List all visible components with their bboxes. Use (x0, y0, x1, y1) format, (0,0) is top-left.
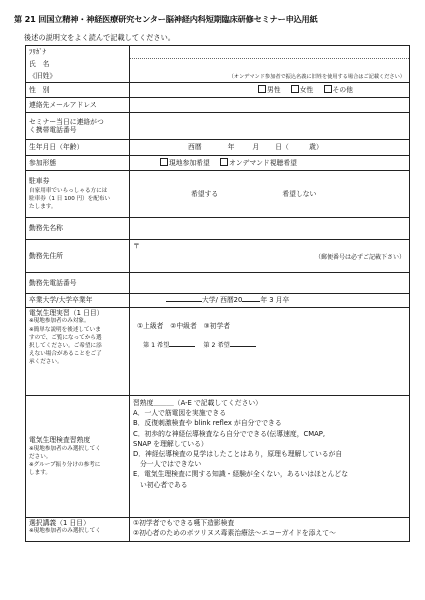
practice-note-6: 承ください。 (29, 359, 63, 366)
emg-note-2: ださい。 (29, 454, 52, 461)
first-choice-blank[interactable] (169, 346, 195, 347)
emg-proficiency-row (26, 396, 410, 518)
practice-note-3: すので、ご覧になってから選 (29, 334, 102, 341)
parking-description-3: たします。 (29, 203, 57, 210)
practice-note-4: 択してください。ご希望に添 (29, 342, 102, 349)
parking-not-want-option[interactable]: 希望しない (282, 189, 317, 198)
birthdate-field[interactable]: 西暦 年 月 日（ 歳） (130, 140, 410, 156)
address-label: 勤務先住所 (29, 251, 63, 260)
lecture-note: ※現地参加者のみ選択してく (29, 528, 101, 535)
checkbox-icon[interactable] (160, 158, 168, 166)
parking-row (26, 171, 410, 218)
emg-note-4: します。 (29, 470, 51, 477)
checkbox-icon[interactable] (220, 158, 228, 166)
postal-mark: 〒 (133, 242, 140, 250)
gender-option-male[interactable]: 男性 (258, 86, 281, 94)
gender-option-other[interactable]: その他 (324, 86, 353, 94)
maiden-name-label: 《旧姓》 (29, 72, 57, 80)
practice-row (26, 308, 410, 396)
university-blank[interactable] (166, 301, 202, 302)
furigana-field[interactable] (130, 46, 410, 59)
second-choice-blank[interactable] (230, 346, 256, 347)
furigana-row (26, 46, 410, 59)
maiden-name-note: （オンデマンド参加者で振込名義に旧姓を使用する場合はご記載ください） (228, 73, 405, 80)
workplace-field[interactable] (130, 218, 410, 240)
form-instruction: 後述の説明文をよく読んで記載してください。 (24, 33, 175, 42)
lecture-option-1[interactable]: ①初学者でもできる嚥下造影検査 (133, 519, 235, 527)
emg-proficiency-label: 電気生理検査習熟度 (29, 435, 91, 444)
parking-description-2: 駐車券（1 日 100 円）を配布い (29, 195, 111, 202)
mobile-phone-label-line-1: セミナー当日に連絡がつ (29, 117, 104, 126)
practice-note-5: えない場合があることをご了 (29, 350, 102, 357)
emg-proficiency-header[interactable]: 習熟度＿＿＿（A-E で記載してください） (133, 399, 262, 407)
practice-note-2: ※簡単な説明を後述していま (29, 326, 101, 333)
checkbox-icon[interactable] (258, 85, 266, 93)
name-row (26, 59, 410, 71)
gender-label: 性 別 (29, 85, 50, 94)
first-choice-label: 第 1 希望 (143, 342, 170, 350)
gender-option-female[interactable]: 女性 (291, 86, 314, 94)
mobile-phone-label-line-2: く携帯電話番号 (29, 126, 77, 134)
lecture-row (26, 518, 410, 542)
work-phone-row (26, 273, 410, 294)
emg-level-d-cont: 分一人ではできない (140, 460, 202, 469)
address-row (26, 240, 410, 273)
workplace-label: 勤務先名称 (29, 224, 63, 233)
emg-level-c: C．初歩的な神経伝導検査なら自分でできる(伝導速度，CMAP, (133, 429, 326, 438)
name-label: 氏 名 (29, 60, 50, 69)
participation-onsite-option[interactable]: 現地参加希望 (160, 159, 210, 167)
gender-row (26, 83, 410, 98)
work-phone-field[interactable] (130, 273, 410, 294)
lecture-option-2[interactable]: ②初心者のためのボツリヌス毒素治療法～エコーガイドを添えて～ (133, 528, 336, 537)
practice-label: 電気生理実習（1 日目） (29, 309, 104, 317)
graduation-label: 卒業大学/大学卒業年 (29, 296, 93, 305)
birthdate-label: 生年月日（年齢） (29, 143, 84, 152)
participation-label: 参加形態 (29, 158, 57, 167)
form-title: 第 21 回国立精神・神経医療研究センター脳神経内科短期臨床研修セミナー申込用紙 (14, 14, 318, 24)
emg-level-d: D．神経伝導検査の見学はしたことはあり，原理も理解しているが自 (133, 449, 343, 458)
participation-row (26, 156, 410, 171)
emg-level-e-cont: い初心者である (140, 480, 188, 489)
address-field[interactable] (130, 240, 410, 273)
email-field[interactable] (130, 98, 410, 113)
second-choice-label: 第 2 希望 (203, 342, 230, 350)
furigana-label: ﾌﾘｶﾞﾅ (29, 48, 46, 56)
maiden-name-row (26, 71, 410, 83)
emg-level-e: E．電気生理検査に関する知識・経験が全くない，あるいはほとんどな (133, 470, 348, 479)
lecture-label: 選択講義（1 日目） (29, 519, 90, 527)
graduation-year-blank[interactable] (242, 301, 260, 302)
emg-level-c-cont: SNAP を理解している） (133, 439, 208, 448)
workplace-row (26, 218, 410, 240)
graduation-row (26, 294, 410, 308)
checkbox-icon[interactable] (324, 85, 332, 93)
practice-levels: ①上級者 ②中級者 ③初学者 (137, 322, 231, 330)
email-row (26, 98, 410, 113)
mobile-phone-row (26, 113, 410, 140)
postal-code-note: （郵便番号は必ずご記載下さい） (314, 254, 405, 261)
parking-label: 駐車券 (29, 177, 50, 186)
practice-note-1: ※現地参加者のみ対象。 (29, 318, 90, 325)
emg-note-1: ※現地参加者のみ選択してく (29, 446, 101, 453)
emg-level-b: B．反復刺激検査や blink reflex が自分でできる (133, 419, 282, 428)
application-table (25, 45, 410, 542)
emg-level-a: A．一人で筋電図を実施できる (133, 409, 227, 418)
name-field[interactable] (130, 59, 410, 71)
parking-description-1: 自家用車でいらっしゃる方には (29, 187, 108, 194)
birthdate-row (26, 140, 410, 156)
participation-ondemand-option[interactable]: オンデマンド視聴希望 (220, 159, 297, 167)
work-phone-label: 勤務先電話番号 (29, 278, 77, 287)
maiden-name-field[interactable] (130, 71, 410, 83)
checkbox-icon[interactable] (291, 85, 299, 93)
mobile-phone-field[interactable] (130, 113, 410, 140)
parking-want-option[interactable]: 希望する (191, 189, 219, 198)
graduation-field[interactable]: 大学/ 西暦20 年 3 月卒 (130, 294, 410, 308)
emg-note-3: ※グループ振り分けの参考に (29, 462, 101, 469)
email-label: 連絡先メールアドレス (29, 100, 97, 109)
